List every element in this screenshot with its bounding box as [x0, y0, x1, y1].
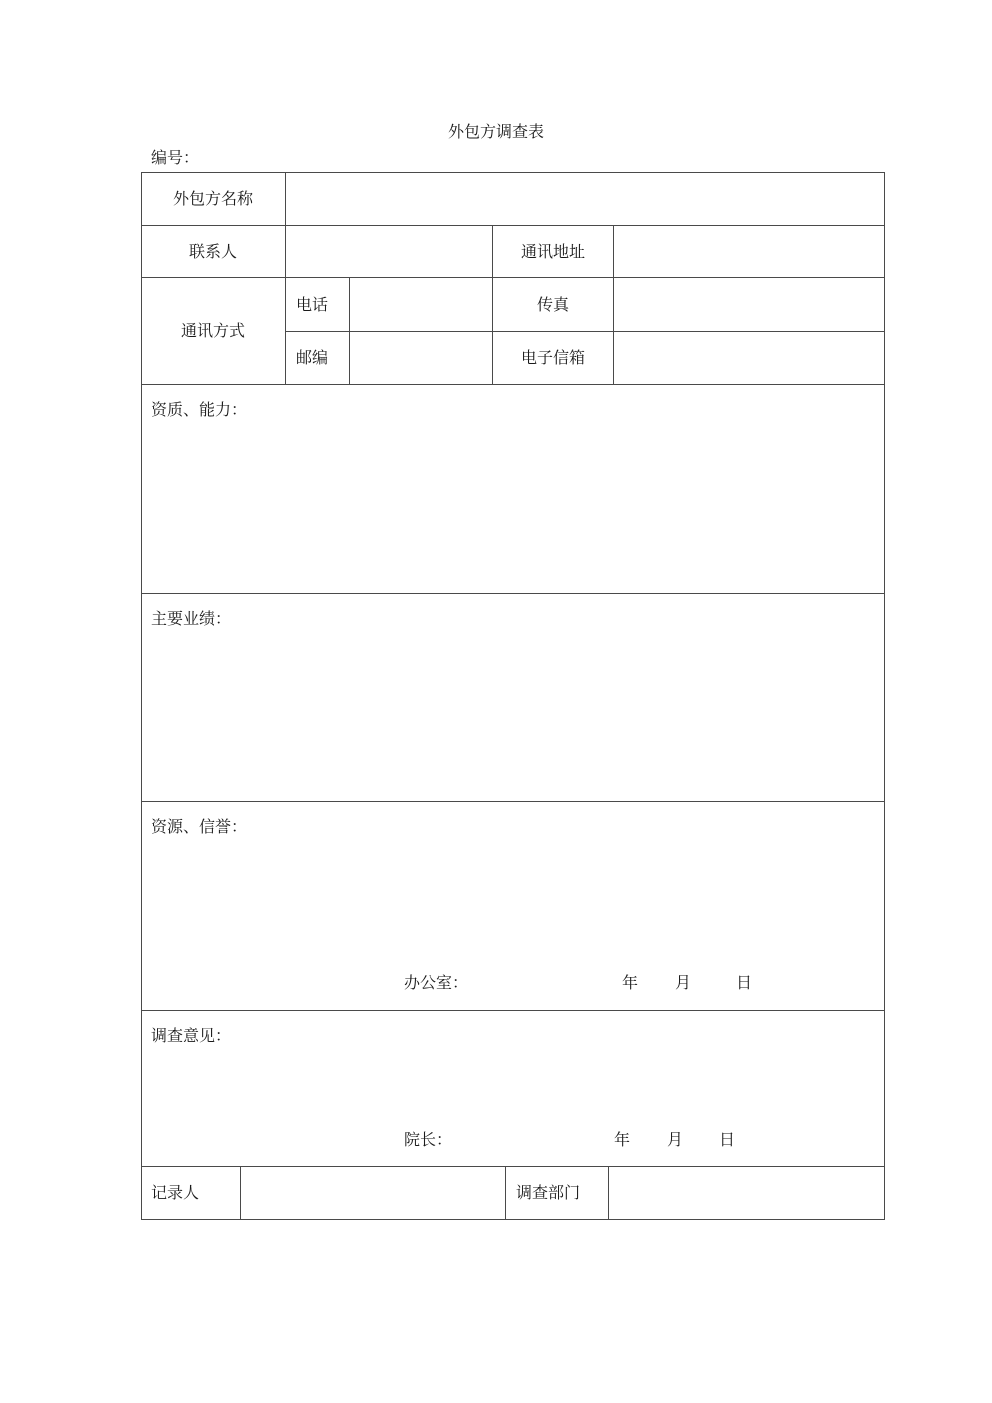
resources-field[interactable]: [142, 841, 884, 961]
recorder-field[interactable]: [241, 1167, 505, 1219]
postcode-field[interactable]: [350, 332, 492, 384]
opinion-field[interactable]: [142, 1050, 884, 1120]
office-sign-label: 办公室：: [404, 973, 469, 992]
office-date-year: 年: [622, 973, 639, 992]
phone-label: 电话: [295, 294, 328, 314]
performance-label: 主要业绩：: [151, 609, 232, 628]
table-row-divider: [141, 384, 885, 385]
postcode-label: 邮编: [295, 348, 328, 367]
fax-label: 传真: [536, 294, 569, 314]
survey-dept-field[interactable]: [609, 1167, 884, 1219]
office-date-day: 日: [736, 973, 753, 992]
supplier-name-field[interactable]: [286, 173, 884, 225]
email-label: 电子信箱: [520, 348, 585, 367]
opinion-label: 调查意见：: [151, 1026, 232, 1045]
address-field[interactable]: [614, 226, 884, 277]
fax-field[interactable]: [614, 278, 884, 331]
table-row-divider: [141, 593, 885, 594]
survey-form-table: [141, 172, 885, 1220]
office-date-month: 月: [675, 973, 692, 992]
table-row-divider: [141, 1010, 885, 1011]
director-date-year: 年: [614, 1130, 631, 1149]
contact-person-label: 联系人: [188, 241, 237, 261]
supplier-name-label: 外包方名称: [172, 188, 253, 208]
contact-method-label: 通讯方式: [180, 321, 245, 340]
recorder-label: 记录人: [151, 1183, 200, 1202]
performance-field[interactable]: [142, 633, 884, 800]
director-sign-label: 院长：: [404, 1130, 453, 1149]
director-date-month: 月: [667, 1130, 684, 1149]
table-border-right: [884, 172, 885, 1220]
qualification-label: 资质、能力：: [151, 400, 248, 419]
director-date-day: 日: [719, 1130, 736, 1149]
table-border-bottom: [141, 1219, 885, 1220]
resources-label: 资源、信誉：: [151, 817, 248, 836]
email-field[interactable]: [614, 332, 884, 384]
phone-field[interactable]: [350, 278, 492, 331]
survey-dept-label: 调查部门: [516, 1183, 581, 1202]
serial-number-label: 编号：: [151, 148, 200, 167]
table-row-divider: [141, 801, 885, 802]
document-title: 外包方调查表: [447, 122, 544, 141]
contact-person-field[interactable]: [286, 226, 492, 277]
qualification-field[interactable]: [142, 424, 884, 592]
address-label: 通讯地址: [520, 241, 585, 261]
